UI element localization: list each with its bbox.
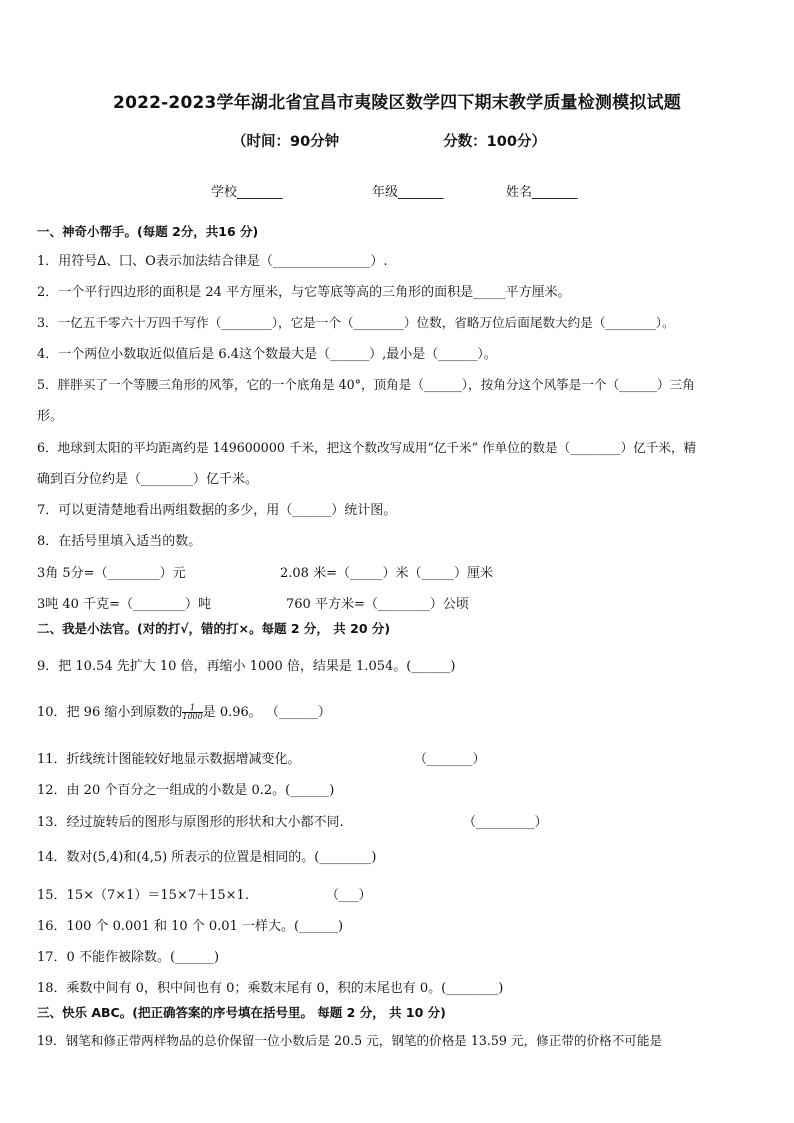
question-8-item-b: 2.08 米=（_____）米（_____）厘米 <box>280 566 493 581</box>
question-5: 5．胖胖买了一个等腰三角形的风筝，它的一个底角是 40°，顶角是（______），按角分这个风筝是一个（______）三角 <box>37 377 695 392</box>
question-5-cont: 形。 <box>37 409 64 424</box>
question-12: 12．由 20 个百分之一组成的小数是 0.2。(______) <box>37 783 335 798</box>
question-17: 17．0 不能作被除数。(______) <box>37 950 220 965</box>
exam-meta <box>232 130 546 151</box>
grade-field: 年级_______ <box>372 185 444 200</box>
fraction <box>182 704 202 721</box>
question-19: 19．钢笔和修正带两样物品的总价保留一位小数后是 20.5 元，钢笔的价格是 13.59 元，修正带的价格不可能是 <box>37 1033 663 1048</box>
question-8: 8．在括号里填入适当的数。 <box>37 534 202 549</box>
section-heading-1: 一、神奇小帮手。(每题 2分，共16 分) <box>37 224 259 239</box>
question-13-blank: （_________） <box>463 815 548 830</box>
question-4: 4．一个两位小数取近似值后是 6.4这个数最大是（______）,最小是（______）。 <box>37 347 497 362</box>
question-1: 1．用符号ᐃ、囗、O表示加法结合律是（_______________）. <box>37 254 388 269</box>
question-15-blank: （___） <box>326 888 372 903</box>
question-18: 18．乘数中间有 0，积中间也有 0；乘数末尾有 0，积的末尾也有 0。(________) <box>37 981 504 996</box>
fraction-numerator: 1 <box>182 704 202 713</box>
question-15: 15．15×（7×1）＝15×7＋15×1. <box>37 888 249 903</box>
question-8-item-d: 760 平方米=（________）公顷 <box>286 597 469 612</box>
question-13: 13．经过旋转后的图形与原图形的形状和大小都不同. <box>37 815 344 830</box>
school-field: 学校_______ <box>211 185 283 200</box>
time-label: （时间：90分钟 <box>232 134 340 150</box>
question-3: 3．一亿五千零六十万四千写作（________），它是一个（________）位数，省略万位后面尾数大约是（________）。 <box>37 315 675 330</box>
question-11-blank: （_______） <box>414 752 486 767</box>
score-label: 分数：100分） <box>443 134 546 150</box>
question-9: 9．把 10.54 先扩大 10 倍，再缩小 1000 倍，结果是 1.054。(______) <box>37 659 456 674</box>
question-10 <box>37 701 331 721</box>
question-16: 16．100 个 0.001 和 10 个 0.01 一样大。(______) <box>37 919 344 934</box>
fraction-denominator: 1000 <box>182 712 203 721</box>
name-field: 姓名_______ <box>506 185 578 200</box>
question-11: 11．折线统计图能较好地显示数据增减变化。 <box>37 752 301 767</box>
question-6: 6．地球到太阳的平均距离约是 149600000 千米，把这个数改写成用“亿千米” 作单位的数是（________）亿千米，精 <box>37 440 697 455</box>
page-title: 2022-2023学年湖北省宜昌市夷陵区数学四下期末教学质量检测模拟试题 <box>113 93 681 113</box>
question-8-item-c: 3吨 40 千克=（________）吨 <box>37 597 211 612</box>
question-8-item-a: 3角 5分=（________）元 <box>37 566 186 581</box>
question-7: 7．可以更清楚地看出两组数据的多少，用（______）统计图。 <box>37 503 397 518</box>
question-10-text: 10．把 96 缩小到原数的 <box>37 705 183 720</box>
question-10-tail: 是 0.96。 （______） <box>202 705 331 720</box>
question-2: 2．一个平行四边形的面积是 24 平方厘米，与它等底等高的三角形的面积是_____平方厘米。 <box>37 285 571 300</box>
question-6-cont: 确到百分位约是（________）亿千米。 <box>37 472 259 487</box>
section-heading-3: 三、快乐 ABC。(把正确答案的序号填在括号里。 每题 2 分， 共 10 分) <box>37 1005 446 1020</box>
section-heading-2: 二、我是小法官。(对的打√，错的打×。每题 2 分， 共 20 分) <box>37 621 391 636</box>
question-14: 14．数对(5,4)和(4,5) 所表示的位置是相同的。(________) <box>37 850 377 865</box>
